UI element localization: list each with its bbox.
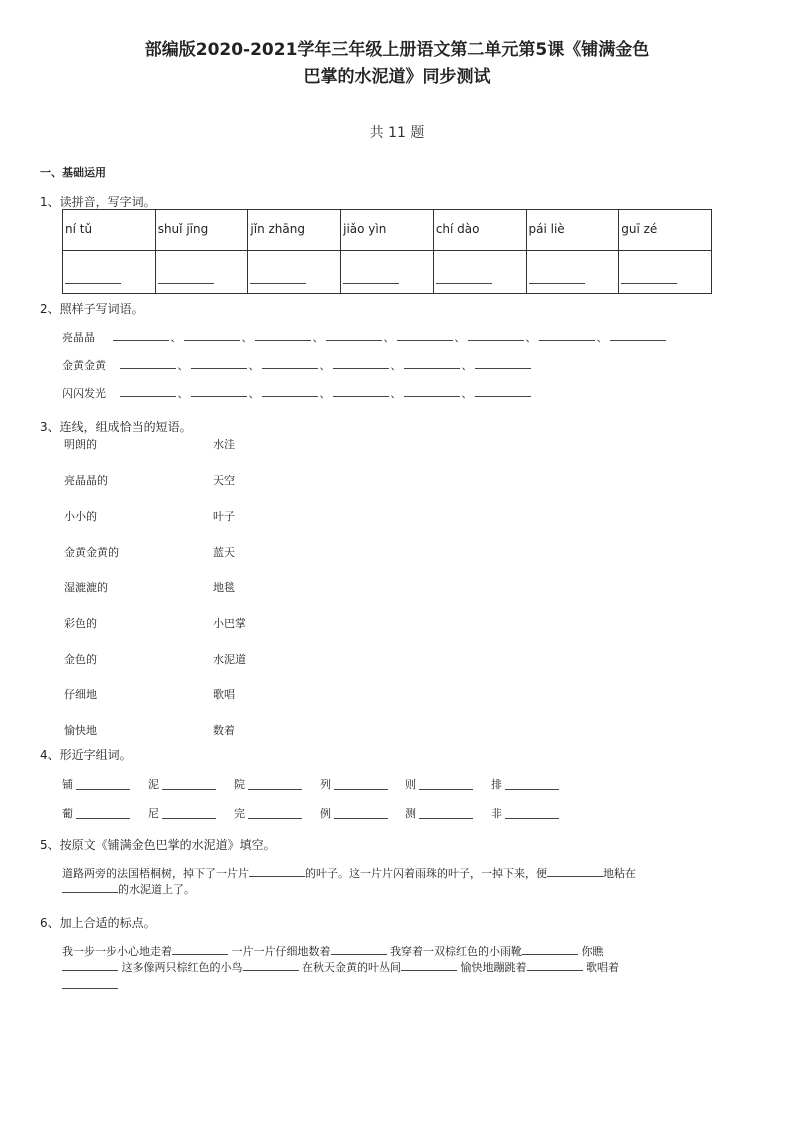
answer-blank[interactable]	[404, 385, 460, 397]
q1-prompt: 1、读拼音，写字词。	[40, 195, 156, 209]
q4-char: 例	[320, 807, 331, 820]
q2-example-label: 亮晶晶	[62, 331, 95, 344]
q6-line2	[62, 959, 619, 975]
answer-blank[interactable]	[539, 329, 595, 341]
answer-blank[interactable]	[120, 385, 176, 397]
answer-blank[interactable]	[62, 881, 118, 893]
match-right-item[interactable]: 水泥道	[213, 653, 246, 666]
answer-cell[interactable]	[63, 251, 156, 294]
pinyin-cell: jǐn zhāng	[248, 210, 341, 251]
answer-blank[interactable]	[527, 959, 583, 971]
q6-prompt: 6、加上合适的标点。	[40, 916, 156, 930]
q6-text: 你瞧	[581, 945, 604, 958]
match-left-item[interactable]: 金黄金黄的	[64, 546, 119, 559]
match-right-item[interactable]: 地毯	[213, 581, 235, 594]
match-left-item[interactable]: 仔细地	[64, 688, 97, 701]
answer-blank[interactable]	[419, 807, 473, 819]
page-title-line1: 部编版2020-2021学年三年级上册语文第二单元第5课《铺满金色	[144, 40, 650, 60]
pinyin-cell: pái liè	[526, 210, 619, 251]
q4-char: 泥	[148, 778, 159, 791]
match-right-item[interactable]: 数着	[213, 724, 235, 737]
answer-cell[interactable]	[526, 251, 619, 294]
answer-blank[interactable]	[184, 329, 240, 341]
answer-blank[interactable]	[610, 329, 666, 341]
answer-blank[interactable]	[505, 807, 559, 819]
answer-blank[interactable]	[191, 357, 247, 369]
q5-prompt: 5、按原文《铺满金色巴掌的水泥道》填空。	[40, 838, 276, 852]
answer-blank[interactable]	[401, 959, 457, 971]
answer-blank[interactable]	[162, 778, 216, 790]
answer-blank[interactable]	[475, 385, 531, 397]
answer-blank[interactable]	[65, 272, 121, 284]
answer-blank[interactable]	[436, 272, 492, 284]
q5-text: 地粘在	[603, 867, 636, 880]
pinyin-cell: chí dào	[433, 210, 526, 251]
q4-char: 完	[234, 807, 245, 820]
q2-row: 亮晶晶 、 、 、 、 、 、 、	[62, 329, 666, 345]
match-right-item[interactable]: 天空	[213, 474, 235, 487]
q6-text: 歌唱着	[586, 961, 619, 974]
q5-text: 道路两旁的法国梧桐树，掉下了一片片	[62, 867, 249, 880]
q6-text: 我穿着一双棕红色的小雨靴	[390, 945, 522, 958]
q4-char: 测	[405, 807, 416, 820]
answer-blank[interactable]	[76, 778, 130, 790]
question-count: 共 11 题	[369, 125, 425, 141]
q4-char: 排	[491, 778, 502, 791]
answer-blank[interactable]	[250, 272, 306, 284]
q2-prompt: 2、照样子写词语。	[40, 302, 144, 316]
answer-blank[interactable]	[113, 329, 169, 341]
q5-line1	[62, 865, 636, 881]
answer-blank[interactable]	[331, 943, 387, 955]
q4-char: 铺	[62, 778, 73, 791]
match-left-item[interactable]: 愉快地	[64, 724, 97, 737]
match-right-item[interactable]: 叶子	[213, 510, 235, 523]
answer-blank[interactable]	[172, 943, 228, 955]
answer-cell[interactable]	[433, 251, 526, 294]
answer-blank[interactable]	[158, 272, 214, 284]
match-right-item[interactable]: 小巴掌	[213, 617, 246, 630]
answer-blank[interactable]	[62, 959, 118, 971]
match-right-item[interactable]: 歌唱	[213, 688, 235, 701]
answer-blank[interactable]	[248, 778, 302, 790]
match-left-item[interactable]: 明朗的	[64, 438, 97, 451]
answer-blank[interactable]	[249, 865, 305, 877]
q2-example-label: 金黄金黄	[62, 359, 106, 372]
q2-row: 金黄金黄 、 、 、 、 、	[62, 357, 531, 373]
pinyin-cell: ní tǔ	[63, 210, 156, 251]
match-left-item[interactable]: 金色的	[64, 653, 97, 666]
page-title-line2: 巴掌的水泥道》同步测试	[303, 67, 491, 87]
q6-text: 我一步一步小心地走着	[62, 945, 172, 958]
answer-blank[interactable]	[522, 943, 578, 955]
answer-blank[interactable]	[262, 385, 318, 397]
q5-text: 的水泥道上了。	[118, 883, 195, 896]
answer-blank[interactable]	[529, 272, 585, 284]
q4-char: 则	[405, 778, 416, 791]
answer-blank[interactable]	[343, 272, 399, 284]
q5-line2	[62, 881, 195, 897]
answer-blank[interactable]	[397, 329, 453, 341]
q4-char: 葡	[62, 807, 73, 820]
answer-cell[interactable]	[619, 251, 712, 294]
answer-blank[interactable]	[334, 807, 388, 819]
answer-blank[interactable]	[419, 778, 473, 790]
q2-example-label: 闪闪发光	[62, 387, 106, 400]
answer-cell[interactable]	[341, 251, 434, 294]
answer-cell[interactable]	[248, 251, 341, 294]
answer-blank[interactable]	[248, 807, 302, 819]
answer-blank[interactable]	[475, 357, 531, 369]
match-left-item[interactable]: 湿漉漉的	[64, 581, 108, 594]
q5-text: 的叶子。这一片片闪着雨珠的叶子，一掉下来，便	[305, 867, 547, 880]
match-right-item[interactable]: 水洼	[213, 438, 235, 451]
answer-blank[interactable]	[547, 865, 603, 877]
answer-blank[interactable]	[404, 357, 460, 369]
pinyin-cell: shuǐ jīng	[155, 210, 248, 251]
match-right-item[interactable]: 蓝天	[213, 546, 235, 559]
answer-blank[interactable]	[243, 959, 299, 971]
answer-blank[interactable]	[326, 329, 382, 341]
q6-text: 在秋天金黄的叶丛间	[302, 961, 401, 974]
section-heading: 一、基础运用	[40, 166, 106, 179]
match-left-item[interactable]: 亮晶晶的	[64, 474, 108, 487]
answer-blank[interactable]	[62, 977, 118, 989]
q4-char: 列	[320, 778, 331, 791]
pinyin-cell: jiǎo yìn	[341, 210, 434, 251]
answer-blank[interactable]	[262, 357, 318, 369]
answer-blank[interactable]	[333, 357, 389, 369]
answer-blank[interactable]	[621, 272, 677, 284]
q6-text: 这多像两只棕红色的小鸟	[121, 961, 243, 974]
q2-row: 闪闪发光 、 、 、 、 、	[62, 385, 531, 401]
q4-char: 尼	[148, 807, 159, 820]
q4-char: 非	[491, 807, 502, 820]
q6-line1	[62, 943, 604, 959]
pinyin-table	[62, 209, 712, 294]
answer-blank[interactable]	[162, 807, 216, 819]
match-left-item[interactable]: 彩色的	[64, 617, 97, 630]
answer-blank[interactable]	[505, 778, 559, 790]
match-left-item[interactable]: 小小的	[64, 510, 97, 523]
answer-blank[interactable]	[76, 807, 130, 819]
answer-blank[interactable]	[120, 357, 176, 369]
q4-char: 院	[234, 778, 245, 791]
q3-prompt: 3、连线，组成恰当的短语。	[40, 420, 192, 434]
pinyin-cell: guī zé	[619, 210, 712, 251]
answer-cell[interactable]	[155, 251, 248, 294]
answer-blank[interactable]	[191, 385, 247, 397]
answer-blank[interactable]	[468, 329, 524, 341]
answer-blank[interactable]	[334, 778, 388, 790]
answer-blank[interactable]	[333, 385, 389, 397]
q6-text: 一片一片仔细地数着	[231, 945, 331, 958]
q4-prompt: 4、形近字组词。	[40, 748, 132, 762]
q6-text: 愉快地蹦跳着	[460, 961, 527, 974]
answer-blank[interactable]	[255, 329, 311, 341]
